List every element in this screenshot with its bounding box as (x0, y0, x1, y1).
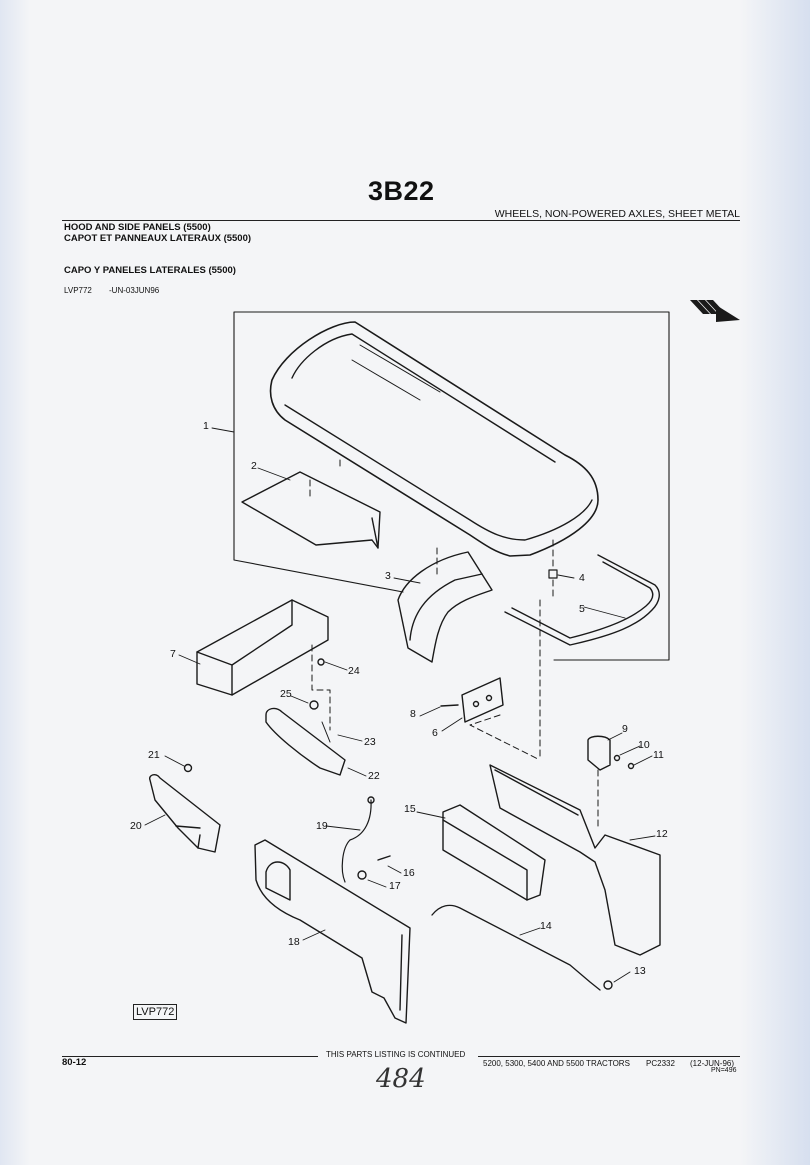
right-side-panel-part (490, 765, 660, 955)
seal-strip-part (505, 555, 659, 645)
callout-24: 24 (348, 665, 360, 677)
heat-shield-part (242, 472, 380, 548)
title-english: HOOD AND SIDE PANELS (5500) (64, 222, 211, 233)
callout-20: 20 (130, 820, 142, 832)
pn-number: PN=496 (711, 1067, 737, 1074)
fastener-13-icon (604, 981, 612, 989)
washer-10-icon (615, 756, 620, 761)
illustration-code: LVP772 (64, 286, 92, 295)
callout-25: 25 (280, 688, 292, 700)
callout-2: 2 (251, 460, 257, 472)
callout-5: 5 (579, 603, 585, 615)
section-code: 3B22 (368, 176, 435, 206)
callout-3: 3 (385, 570, 391, 582)
callout-15: 15 (404, 803, 416, 815)
insulation-panel-part (443, 805, 545, 900)
footer-rule-right (478, 1056, 740, 1057)
clip-part (588, 736, 610, 770)
publication-date: (12-JUN-96) (690, 1059, 735, 1068)
hood-part (271, 322, 598, 556)
callout-10: 10 (638, 739, 650, 751)
callout-7: 7 (170, 648, 176, 660)
front-direction-arrow-icon (690, 300, 740, 322)
continued-notice: THIS PARTS LISTING IS CONTINUED (326, 1050, 466, 1059)
callout-1: 1 (203, 420, 209, 432)
callout-12: 12 (656, 828, 668, 840)
callout-17: 17 (389, 880, 401, 892)
catalog-number: PC2332 (646, 1059, 675, 1068)
page-number: 80-12 (62, 1057, 87, 1068)
callout-11: 11 (653, 749, 664, 761)
washer-17-icon (358, 871, 366, 879)
callout-8: 8 (410, 708, 416, 720)
screw-16-icon (378, 856, 390, 860)
nut-part (549, 570, 557, 578)
support-arm-part (266, 708, 345, 775)
cable-part (342, 800, 371, 882)
mounting-plate-part (462, 678, 503, 722)
grille-surround-part (398, 552, 492, 662)
support-rod-part (432, 905, 600, 990)
kit-boundary-box (234, 312, 669, 660)
nut-11-icon (629, 764, 634, 769)
callout-6: 6 (432, 727, 438, 739)
callout-22: 22 (368, 770, 380, 782)
callout-16: 16 (403, 867, 415, 879)
nut-25-icon (310, 701, 318, 709)
callout-18: 18 (288, 936, 300, 948)
title-spanish: CAPO Y PANELES LATERALES (5500) (64, 265, 236, 276)
callout-19: 19 (316, 820, 328, 832)
tractor-models: 5200, 5300, 5400 AND 5500 TRACTORS (483, 1059, 630, 1068)
handwritten-page-number: 484 (376, 1064, 426, 1094)
callout-13: 13 (634, 965, 646, 977)
bracket-panel-part (197, 600, 328, 695)
callout-9: 9 (622, 723, 628, 735)
screw-8-icon (441, 705, 458, 706)
left-mount-bracket-part (150, 775, 220, 852)
footer-rule-left (62, 1056, 318, 1057)
callout-4: 4 (579, 572, 585, 584)
callout-23: 23 (364, 736, 376, 748)
illustration-code-box: LVP772 (133, 1004, 177, 1020)
screw-21-icon (185, 765, 192, 772)
callout-21: 21 (148, 749, 160, 761)
title-french: CAPOT ET PANNEAUX LATERAUX (5500) (64, 233, 252, 244)
section-subject: WHEELS, NON-POWERED AXLES, SHEET METAL (494, 208, 740, 220)
left-side-panel-part (255, 840, 410, 1023)
screw-24-icon (318, 659, 324, 665)
illustration-date-code: -UN-03JUN96 (109, 286, 160, 295)
callout-14: 14 (540, 920, 552, 932)
